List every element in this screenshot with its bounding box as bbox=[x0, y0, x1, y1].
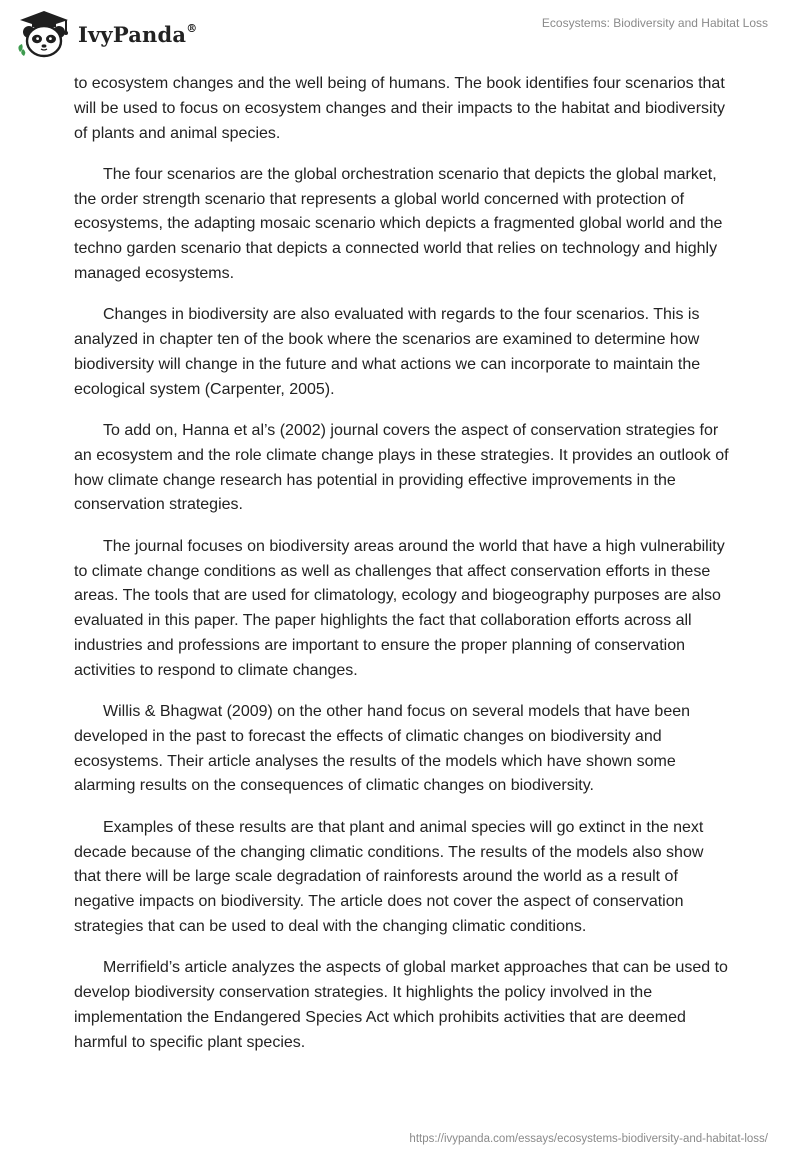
essay-body bbox=[74, 72, 734, 1072]
registered-mark: ® bbox=[186, 21, 198, 35]
paragraph: To add on, Hanna et al’s (2002) journal covers the aspect of conservation strategies for an ecosystem and the role climate change plays in these strategies. It provides an outlook of how climate change research has potential in providing effective improvements in the conservation strategies. bbox=[74, 422, 729, 514]
paragraph: Examples of these results are that plant and animal species will go extinct in the next decade because of the changing climatic conditions. The results of the models also show that there will be large scale degradation of rainforests around the world as a result of negative impacts on biodiversity. The article does not cover the aspect of conservation strategies that can be used to deal with the changing climatic conditions. bbox=[74, 818, 704, 935]
paragraph: to ecosystem changes and the well being of humans. The book identifies four scenarios that will be used to focus on ecosystem changes and their impacts to the habitat and biodiversity of plants and animal species. bbox=[74, 75, 726, 142]
paragraph: The journal focuses on biodiversity areas around the world that have a high vulnerability to climate change conditions as well as challenges that affect conservation efforts in these areas. The tools that are used for climatology, ecology and biogeography purposes are also evaluated in this paper. The paper highlights the fact that collaboration efforts across all industries and professions are important to ensure the proper planning of conservation activities to respond to climate changes. bbox=[74, 537, 725, 679]
brand-logo[interactable] bbox=[14, 8, 197, 60]
document-title: Ecosystems: Biodiversity and Habitat Loss bbox=[541, 16, 768, 30]
brand-name bbox=[78, 22, 197, 47]
page-header bbox=[0, 0, 800, 70]
paragraph: Willis & Bhagwat (2009) on the other hand focus on several models that have been developed in the past to forecast the effects of climatic changes on biodiversity and ecosystems. Their article analyses the results of the models which have shown some alarming results on the consequences of climatic changes on biodiversity. bbox=[74, 703, 691, 795]
source-url[interactable]: https://ivypanda.com/essays/ecosystems-biodiversity-and-habitat-loss/ bbox=[409, 1133, 768, 1145]
brand-name-text: IvyPanda bbox=[78, 21, 187, 47]
panda-graduate-icon bbox=[14, 8, 74, 60]
paragraph: The four scenarios are the global orchestration scenario that depicts the global market, the order strength scenario that represents a global world concerned with protection of ecosystems, the adapting mosaic scenario which depicts a fragmented global world and the techno garden scenario that depicts a connected world that relies on technology and highly managed ecosystems. bbox=[74, 165, 723, 283]
paragraph: Changes in biodiversity are also evaluated with regards to the four scenarios. This is analyzed in chapter ten of the book where the scenarios are examined to determine how biodiversity will change in the future and what actions we can incorporate to maintain the ecological system (Carpenter, 2005). bbox=[74, 306, 701, 398]
paragraph: Merrifield’s article analyzes the aspects of global market approaches that can be used to develop biodiversity conservation strategies. It highlights the policy involved in the implementation the Endangered Species Act which prohibits activities that are deemed harmful to specific plant species. bbox=[74, 959, 728, 1051]
